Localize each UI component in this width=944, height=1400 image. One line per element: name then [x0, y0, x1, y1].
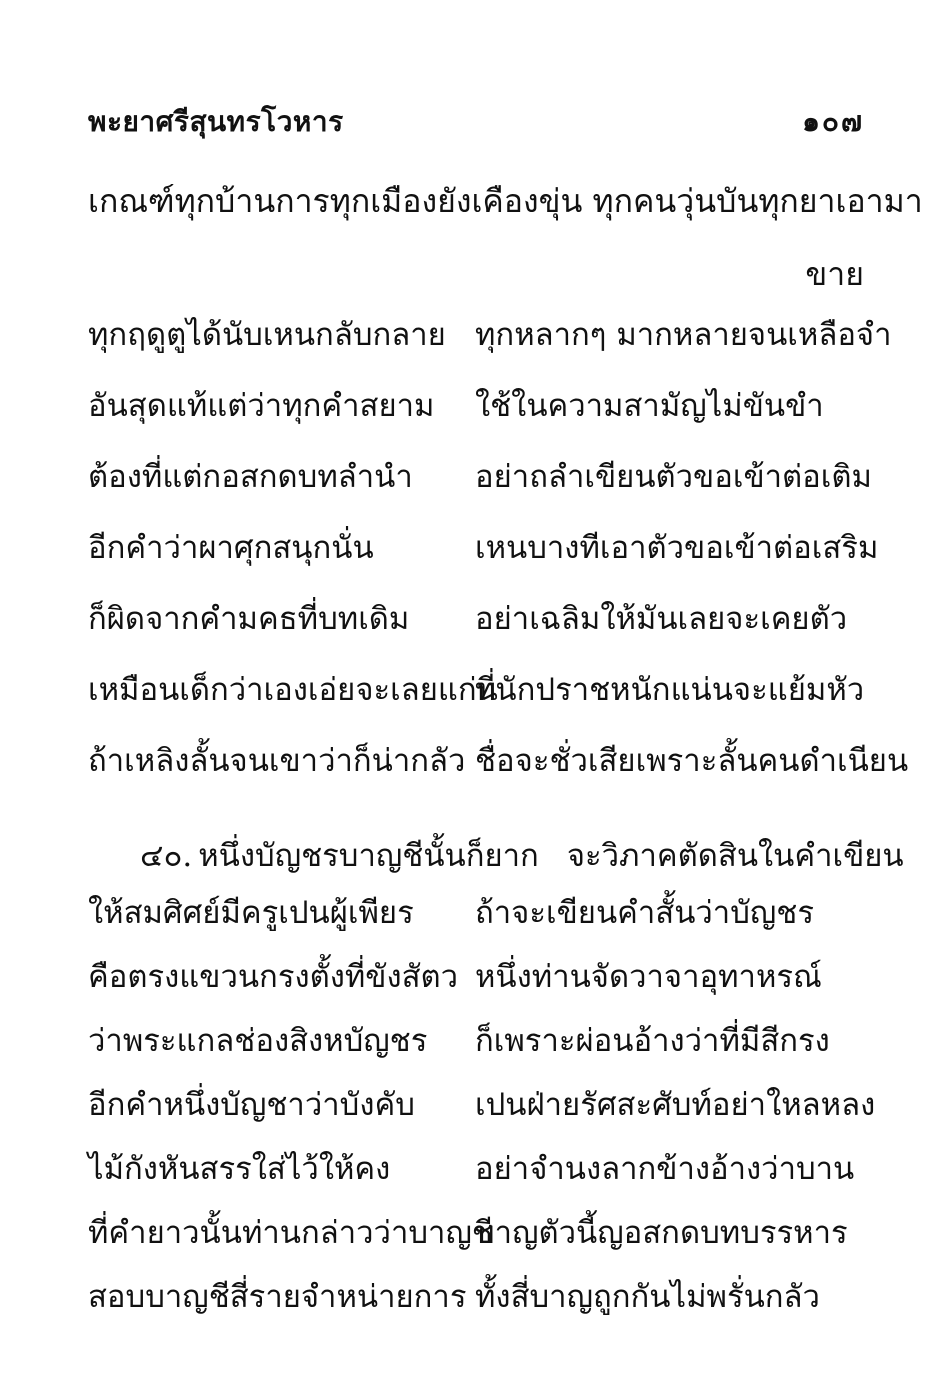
verse-left: ถ้าเหลิงลั้นจนเขาว่าก็น่ากลัว: [88, 742, 466, 779]
verse-couplet: [88, 440, 888, 511]
running-header-title: พะยาศรีสุนทรโวหาร: [88, 105, 344, 138]
verse-right: บาญตัวนี้ญอสกดบทบรรหาร: [475, 1215, 848, 1251]
verse-right: ทั้งสี่บาญถูกกันไม่พรั่นกลัว: [475, 1279, 820, 1315]
intro-verse: [88, 176, 923, 300]
section-left: หนึ่งบัญชรบาญชีนั้นก็ยาก: [198, 838, 539, 874]
verse-right: อย่าจำนงลากข้างอ้างว่าบาน: [475, 1151, 855, 1187]
verse-left: สอบบาญชีสี่รายจำหน่ายการ: [88, 1279, 467, 1315]
page-number: ๑๐๗: [802, 105, 864, 138]
verse-right: ที่นักปราชหนักแน่นจะแย้มหัว: [475, 671, 865, 708]
verse-couplet: [88, 1136, 888, 1200]
verse-couplet: [88, 653, 888, 724]
stanza-2: [88, 880, 888, 1328]
verse-left: ทุกฤดูตูได้นับเหนกลับกลาย: [88, 316, 446, 353]
verse-left: อันสุดแท้แต่ว่าทุกคำสยาม: [88, 387, 435, 424]
verse-couplet: [88, 880, 888, 944]
intro-line: เกณฑ์ทุกบ้านการทุกเมืองยังเคืองขุ่น ทุกคนวุ่นบันทุกยาเอามา: [88, 182, 923, 220]
verse-couplet: [88, 1200, 888, 1264]
verse-left: อีกคำว่าผาศุกสนุกนั่น: [88, 529, 374, 566]
section-right: จะวิภาคตัดสินในคำเขียน: [566, 838, 904, 874]
verse-right: อย่าถลำเขียนตัวขอเข้าต่อเติม: [475, 458, 872, 495]
verse-right: ก็เพราะผ่อนอ้างว่าที่มีสีกรง: [475, 1023, 830, 1059]
verse-right: อย่าเฉลิมให้มันเลยจะเคยตัว: [475, 600, 848, 637]
verse-left: เหมือนเด็กว่าเองเอ่ยจะเลยแก่น: [88, 671, 498, 708]
verse-couplet: [88, 944, 888, 1008]
verse-left: อีกคำหนึ่งบัญชาว่าบังคับ: [88, 1087, 415, 1123]
verse-couplet: [88, 582, 888, 653]
intro-continuation: ขาย: [805, 255, 864, 293]
verse-right: เปนฝ่ายรัศสะศับท์อย่าใหลหลง: [475, 1087, 876, 1123]
verse-couplet: [88, 724, 909, 795]
verse-couplet: [88, 1008, 888, 1072]
stanza-1: [88, 298, 909, 795]
verse-couplet: [88, 511, 888, 582]
verse-right: ชื่อจะชั่วเสียเพราะลั้นคนดำเนียน: [475, 742, 909, 779]
verse-right: ทุกหลากๆ มากหลายจนเหลือจำ: [475, 316, 892, 353]
verse-left: ว่าพระแกลช่องสิงหบัญชร: [88, 1023, 428, 1059]
verse-right: เหนบางทีเอาตัวขอเข้าต่อเสริม: [475, 529, 879, 566]
verse-right: ถ้าจะเขียนคำสั้นว่าบัญชร: [475, 895, 814, 931]
verse-left: ก็ผิดจากคำมคธที่บทเดิม: [88, 600, 410, 637]
verse-couplet: [88, 298, 892, 369]
verse-couplet: [88, 369, 888, 440]
verse-left: ไม้กังหันสรรใส่ไว้ให้คง: [88, 1151, 391, 1187]
section-heading: [140, 830, 904, 880]
verse-right: หนึ่งท่านจัดวาจาอุทาหรณ์: [475, 959, 822, 995]
verse-left: ให้สมศิศย์มีครูเปนผู้เพียร: [88, 895, 414, 931]
section-number: ๔๐.: [140, 838, 193, 874]
verse-left: ที่คำยาวนั้นท่านกล่าวว่าบาญชี: [88, 1215, 493, 1251]
verse-right: ใช้ในความสามัญไม่ขันขำ: [475, 387, 824, 424]
page-header: [88, 102, 864, 142]
verse-couplet: [88, 1264, 888, 1328]
verse-left: คือตรงแขวนกรงตั้งที่ขังสัตว: [88, 959, 459, 995]
verse-couplet: [88, 1072, 888, 1136]
verse-left: ต้องที่แต่กอสกดบทลำนำ: [88, 458, 413, 495]
